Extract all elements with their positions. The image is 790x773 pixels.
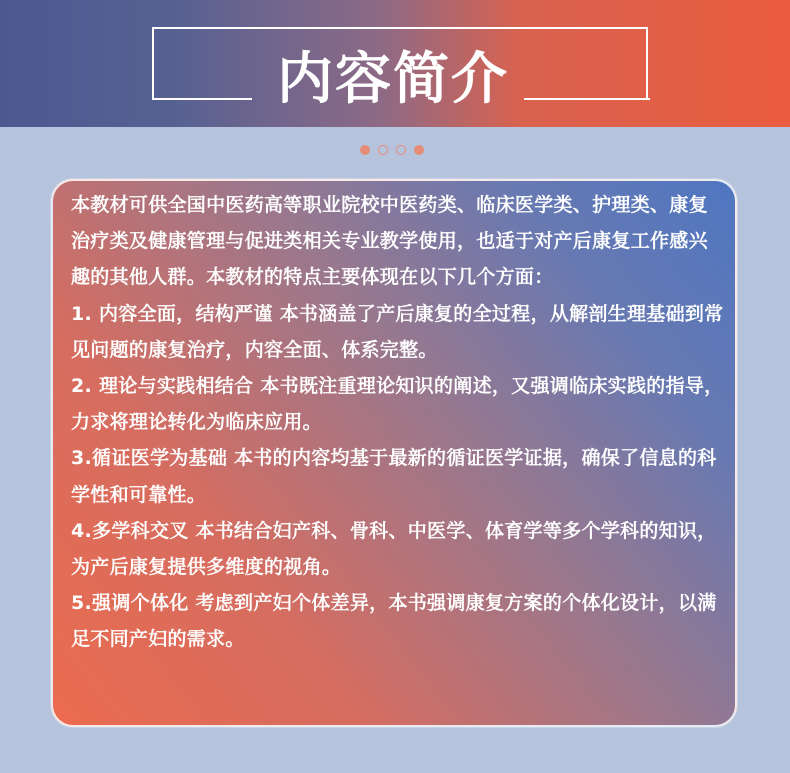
content-card (51, 179, 737, 727)
header-banner (0, 0, 790, 127)
pager-dot-1 (360, 145, 370, 155)
pager-dots (360, 145, 430, 155)
point-2: 2. 理论与实践相结合 本书既注重理论知识的阐述，又强调临床实践的指导，力求将理论转化为临床应用。 (71, 375, 724, 434)
page-title: 内容简介 (277, 47, 509, 112)
title-frame-left-line (152, 98, 252, 100)
card-body (71, 187, 727, 658)
point-4: 4.多学科交叉 本书结合妇产科、骨科、中医学、体育学等多个学科的知识，为产后康复提供多维度的视角。 (71, 519, 717, 579)
pager-dot-2 (378, 145, 388, 155)
point-1: 1. 内容全面，结构严谨 本书涵盖了产后康复的全过程，从解剖生理基础到常见问题的康复治疗，内容全面、体系完整。 (71, 302, 724, 361)
pager-dot-3 (396, 145, 406, 155)
pager-dot-4 (414, 145, 424, 155)
intro-paragraph: 本教材可供全国中医药高等职业院校中医药类、临床医学类、护理类、康复治疗类及健康管理与促进类相关专业教学使用，也适于对产后康复工作感兴趣的其他人群。本教材的特点主要体现在以下几个方面： (71, 194, 708, 289)
title-frame-right-line (524, 98, 650, 100)
point-5: 5.强调个体化 考虑到产妇个体差异，本书强调康复方案的个体化设计，以满足不同产妇的需求。 (71, 592, 717, 651)
point-3: 3.循证医学为基础 本书的内容均基于最新的循证医学证据，确保了信息的科学性和可靠性。 (71, 447, 717, 506)
